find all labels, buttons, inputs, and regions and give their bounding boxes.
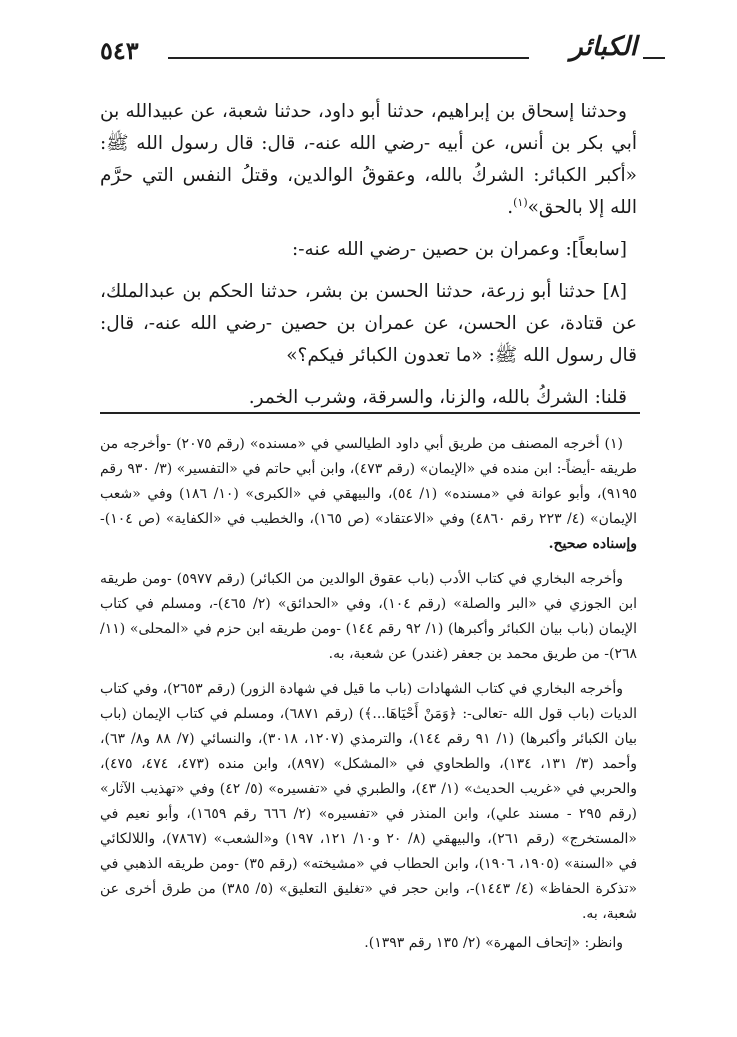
page-number: ٥٤٣ xyxy=(100,36,139,65)
paragraph-hadith-7-end: . xyxy=(507,197,514,218)
header-rule xyxy=(168,57,529,59)
footnotes xyxy=(100,432,637,966)
footnote-3: وأخرجه البخاري في كتاب الشهادات (باب ما قيل في شهادة الزور) (رقم ٢٦٥٣)، وفي كتاب الديات (باب قول الله -تعالى-: ﴿وَمَنْ أَحْيَاهَا...﴾) (رقم ٦٨٧١)، ومسلم في كتاب الإيمان (باب بيان الكبائر وأكبرها) (١/ ٩١ رقم ١٤٤)، والترمذي (١٢٠٧، ٣٠١٨)، والنسائي (٧/ ٨٨ و٨/ ٦٣)، وأحمد (٣/ ١٣١، ١٣٤)، والطحاوي في «المشكل» (٨٩٧)، وابن منده (٤٧٣، ٤٧٤، ٤٧٥)، والحربي في «غريب الحديث» (١/ ٤٣)، والطبري في «تفسيره» (٥/ ٤٢) وفي «تهذيب الآثار» (رقم ٢٩٥ - مسند علي)، وابن المنذر في «تفسيره» (٢/ ٦٦٦ رقم ١٦٥٩)، وأبو نعيم في «المستخرج» (رقم ٢٦١)، والبيهقي (٨/ ٢٠ و١٠/ ١٢١، ١٩٧) و«الشعب» (٧٨٦٧)، واللالكائي في «السنة» (١٩٠٥، ١٩٠٦)، وابن الحطاب في «مشيخته» (رقم ٣٥) -ومن طريقه الذهبي في «تذكرة الحفاظ» (٤/ ١٤٤٣)-، وابن حجر في «تغليق التعليق» (٥/ ٣٨٥) من طرق أخرى عن شعبة، به. xyxy=(100,681,638,922)
footnote-2: وأخرجه البخاري في كتاب الأدب (باب عقوق الوالدين من الكبائر) (رقم ٥٩٧٧) -ومن طريقه ابن الجوزي في «البر والصلة» (رقم ١٠٤)، وفي «الحدائق» (٢/ ٤٦٥)-، ومسلم في كتاب الإيمان (باب بيان الكبائر وأكبرها) (١/ ٩٢ رقم ١٤٤) -ومن طريقه ابن حزم في «المحلى» (١١/ ٢٦٨)- من طريق محمد بن جعفر (غندر) عن شعبة، به. xyxy=(100,571,638,662)
section-heading-label: [سابعاً]: xyxy=(565,239,627,260)
footnote-divider xyxy=(100,412,640,414)
footnote-1-text: (١) أخرجه المصنف من طريق أبي داود الطيالسي في «مسنده» (رقم ٢٠٧٥) -وأخرجه من طريقه -أيضاً-: ابن منده في «الإيمان» (رقم ٤٧٣)، وابن أبي حاتم في «التفسير» (٣/ ٩٣٠ رقم ٩١٩٥)، وأبو عوانة في «مسنده» (١/ ٥٤)، والبيهقي في «الكبرى» (١٠/ ١٨٦) وفي «شعب الإيمان» (٤/ ٢٢٣ رقم ٤٨٦٠) وفي «الاعتقاد» (ص ١٦٥)، والخطيب في «الكفاية» (ص ١٠٤)- xyxy=(100,436,638,527)
paragraph-hadith-7 xyxy=(100,96,637,224)
paragraph-answer: قلنا: الشركُ بالله، والزنا، والسرقة، وشرب الخمر. xyxy=(248,387,627,408)
header-rule-tail xyxy=(643,57,665,59)
paragraph-hadith-8: [٨] حدثنا أبو زرعة، حدثنا الحسن بن بشر، حدثنا الحكم بن عبدالملك، عن قتادة، عن الحسن، عن عمران بن حصين -رضي الله عنه-، قال: قال رسول الله ﷺ: «ما تعدون الكبائر فيكم؟» xyxy=(100,281,637,366)
footnote-ref-1: (١) xyxy=(513,195,528,209)
page-header xyxy=(100,32,637,76)
footnote-4: وانظر: «إتحاف المهرة» (٢/ ١٣٥ رقم ١٣٩٣). xyxy=(364,935,623,951)
footnote-1-verdict: وإسناده صحيح. xyxy=(548,536,637,552)
paragraph-section-heading xyxy=(100,234,637,266)
section-heading-text: وعمران بن حصين -رضي الله عنه-: xyxy=(292,239,566,260)
footnote-1 xyxy=(100,432,637,557)
header-title: الكبائر xyxy=(570,32,637,62)
main-text xyxy=(100,96,637,414)
paragraph-hadith-7-text: وحدثنا إسحاق بن إبراهيم، حدثنا أبو داود، حدثنا شعبة، عن عبيدالله بن أبي بكر بن أنس، عن أبيه -رضي الله عنه-، قال: قال رسول الله ﷺ: «أكبر الكبائر: الشركُ بالله، وعقوقُ الوالدين، وقتلُ النفس التي حرَّم الله إلا بالحق» xyxy=(100,101,637,218)
